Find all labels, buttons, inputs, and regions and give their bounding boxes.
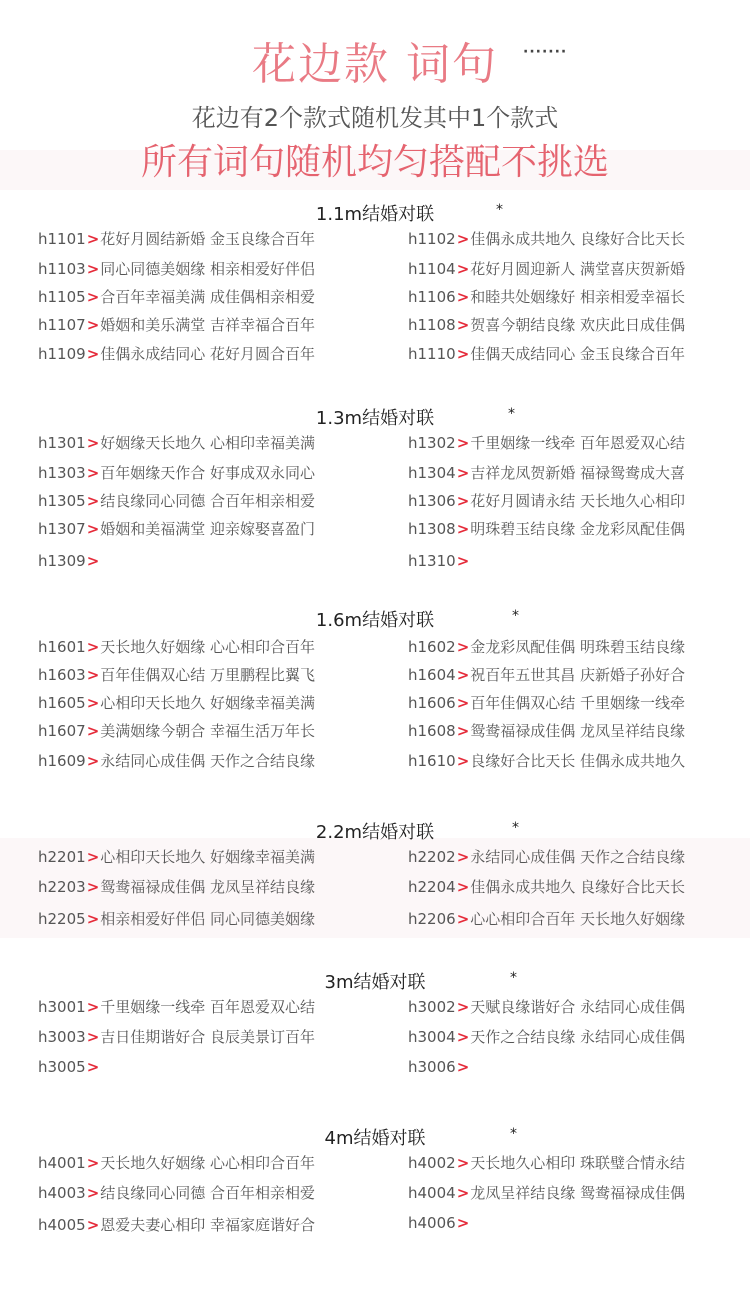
arrow-icon: >: [86, 464, 100, 482]
item-text: 相亲相爱好伴侣 同心同德美姻缘: [100, 910, 316, 928]
arrow-icon: >: [86, 288, 100, 306]
item-code: h1105: [38, 288, 86, 306]
item-text: 百年佳偶双心结 千里姻缘一线牵: [470, 694, 686, 712]
arrow-icon: >: [86, 752, 100, 770]
item-code: h1101: [38, 230, 86, 248]
couplet-item: [38, 750, 315, 771]
item-text: 美满姻缘今朝合 幸福生活万年长: [100, 722, 316, 740]
item-code: h2204: [408, 878, 456, 896]
couplet-item: [38, 1182, 315, 1203]
arrow-icon: >: [86, 1216, 100, 1234]
arrow-icon: >: [456, 666, 470, 684]
arrow-icon: >: [86, 552, 100, 570]
couplet-item: [408, 314, 685, 335]
arrow-icon: >: [456, 1184, 470, 1202]
item-code: h1305: [38, 492, 86, 510]
couplet-item: [38, 1152, 315, 1173]
arrow-icon: >: [86, 998, 100, 1016]
star-mark: *: [496, 202, 503, 218]
couplet-item: [38, 908, 315, 929]
item-code: h1108: [408, 316, 456, 334]
star-mark: *: [512, 820, 519, 836]
couplet-item: [408, 692, 685, 713]
item-text: 贺喜今朝结良缘 欢庆此日成佳偶: [470, 316, 686, 334]
couplet-item: [38, 286, 315, 307]
arrow-icon: >: [456, 1214, 470, 1232]
item-code: h1601: [38, 638, 86, 656]
couplet-item: [408, 552, 470, 570]
item-text: 心相印天长地久 好姻缘幸福美满: [100, 848, 316, 866]
couplet-item: [38, 228, 315, 249]
item-code: h1308: [408, 520, 456, 538]
couplet-item: [408, 462, 685, 483]
item-code: h1604: [408, 666, 456, 684]
item-text: 合百年幸福美满 成佳偶相亲相爱: [100, 288, 316, 306]
page-title: 花边款 词句: [252, 39, 498, 90]
item-code: h3001: [38, 998, 86, 1016]
item-text: 心心相印合百年 天长地久好姻缘: [470, 910, 686, 928]
couplet-item: [408, 750, 685, 771]
arrow-icon: >: [456, 288, 470, 306]
couplet-item: [38, 876, 315, 897]
item-code: h1602: [408, 638, 456, 656]
item-text: 吉日佳期谐好合 良辰美景订百年: [100, 1028, 316, 1046]
item-text: 结良缘同心同德 合百年相亲相爱: [100, 1184, 316, 1202]
item-text: 百年姻缘天作合 好事成双永同心: [100, 464, 316, 482]
arrow-icon: >: [456, 694, 470, 712]
item-code: h3002: [408, 998, 456, 1016]
couplet-item: [408, 1182, 685, 1203]
couplet-item: [38, 343, 315, 364]
item-text: 佳偶永成共地久 良缘好合比天长: [470, 230, 686, 248]
item-code: h1603: [38, 666, 86, 684]
item-code: h1606: [408, 694, 456, 712]
item-code: h1106: [408, 288, 456, 306]
item-code: h1607: [38, 722, 86, 740]
couplet-item: [38, 636, 315, 657]
arrow-icon: >: [86, 694, 100, 712]
item-code: h1309: [38, 552, 86, 570]
item-code: h1301: [38, 434, 86, 452]
arrow-icon: >: [86, 316, 100, 334]
couplet-item: [408, 1058, 470, 1076]
item-text: 佳偶永成结同心 花好月圆合百年: [100, 345, 316, 363]
arrow-icon: >: [456, 492, 470, 510]
item-text: 心相印天长地久 好姻缘幸福美满: [100, 694, 316, 712]
item-text: 天作之合结良缘 永结同心成佳偶: [470, 1028, 686, 1046]
item-text: 花好月圆结新婚 金玉良缘合百年: [100, 230, 316, 248]
item-text: 天长地久心相印 珠联璧合情永结: [470, 1154, 686, 1172]
item-text: 天赋良缘谐好合 永结同心成佳偶: [470, 998, 686, 1016]
item-code: h1306: [408, 492, 456, 510]
item-text: 花好月圆请永结 天长地久心相印: [470, 492, 686, 510]
arrow-icon: >: [86, 520, 100, 538]
couplet-item: [408, 343, 685, 364]
item-code: h3005: [38, 1058, 86, 1076]
random-notice: 所有词句随机均匀搭配不挑选: [140, 142, 609, 183]
item-code: h3006: [408, 1058, 456, 1076]
item-code: h2202: [408, 848, 456, 866]
item-code: h2205: [38, 910, 86, 928]
item-text: 结良缘同心同德 合百年相亲相爱: [100, 492, 316, 510]
arrow-icon: >: [456, 464, 470, 482]
couplet-item: [38, 720, 315, 741]
couplet-item: [408, 1214, 470, 1232]
arrow-icon: >: [86, 910, 100, 928]
item-text: 吉祥龙凤贺新婚 福禄鸳鸯成大喜: [470, 464, 686, 482]
item-code: h2203: [38, 878, 86, 896]
arrow-icon: >: [456, 722, 470, 740]
item-text: 永结同心成佳偶 天作之合结良缘: [470, 848, 686, 866]
item-code: h4003: [38, 1184, 86, 1202]
item-text: 百年佳偶双心结 万里鹏程比翼飞: [100, 666, 316, 684]
item-code: h1109: [38, 345, 86, 363]
couplet-item: [38, 1214, 315, 1235]
item-text: 龙凤呈祥结良缘 鸳鸯福禄成佳偶: [470, 1184, 686, 1202]
item-code: h1303: [38, 464, 86, 482]
item-text: 天长地久好姻缘 心心相印合百年: [100, 638, 316, 656]
item-text: 千里姻缘一线牵 百年恩爱双心结: [100, 998, 316, 1016]
arrow-icon: >: [86, 434, 100, 452]
couplet-item: [38, 518, 315, 539]
arrow-icon: >: [86, 1028, 100, 1046]
star-mark: *: [510, 1126, 517, 1142]
item-text: 金龙彩凤配佳偶 明珠碧玉结良缘: [470, 638, 686, 656]
couplet-item: [408, 1026, 685, 1047]
couplet-item: [408, 636, 685, 657]
arrow-icon: >: [86, 1154, 100, 1172]
arrow-icon: >: [456, 878, 470, 896]
couplet-item: [38, 258, 315, 279]
item-text: 好姻缘天长地久 心相印幸福美满: [100, 434, 316, 452]
arrow-icon: >: [86, 492, 100, 510]
couplet-item: [408, 846, 685, 867]
star-mark: *: [512, 608, 519, 624]
couplet-item: [408, 876, 685, 897]
item-text: 天长地久好姻缘 心心相印合百年: [100, 1154, 316, 1172]
section-title: 1.3m结婚对联: [315, 408, 435, 429]
couplet-item: [38, 552, 100, 570]
arrow-icon: >: [456, 1028, 470, 1046]
item-code: h1307: [38, 520, 86, 538]
item-text: 婚姻和美福满堂 迎亲嫁娶喜盈门: [100, 520, 316, 538]
item-code: h1610: [408, 752, 456, 770]
star-mark: *: [508, 406, 515, 422]
arrow-icon: >: [86, 345, 100, 363]
arrow-icon: >: [456, 1154, 470, 1172]
couplet-item: [38, 1026, 315, 1047]
decorative-dots: ·······: [523, 44, 568, 60]
arrow-icon: >: [456, 752, 470, 770]
arrow-icon: >: [86, 666, 100, 684]
couplet-item: [38, 692, 315, 713]
item-text: 佳偶天成结同心 金玉良缘合百年: [470, 345, 686, 363]
couplet-item: [408, 286, 685, 307]
section-title: 1.1m结婚对联: [315, 204, 435, 225]
item-code: h1104: [408, 260, 456, 278]
couplet-item: [408, 258, 685, 279]
star-mark: *: [510, 970, 517, 986]
item-code: h3004: [408, 1028, 456, 1046]
couplet-item: [408, 908, 685, 929]
arrow-icon: >: [86, 848, 100, 866]
section-title: 1.6m结婚对联: [315, 610, 435, 631]
arrow-icon: >: [456, 910, 470, 928]
arrow-icon: >: [86, 638, 100, 656]
couplet-item: [408, 518, 685, 539]
item-code: h3003: [38, 1028, 86, 1046]
couplet-item: [38, 996, 315, 1017]
couplet-item: [408, 490, 685, 511]
item-text: 鸳鸯福禄成佳偶 龙凤呈祥结良缘: [100, 878, 316, 896]
item-text: 恩爱夫妻心相印 幸福家庭谐好合: [100, 1216, 316, 1234]
arrow-icon: >: [456, 848, 470, 866]
item-text: 婚姻和美乐满堂 吉祥幸福合百年: [100, 316, 316, 334]
arrow-icon: >: [86, 878, 100, 896]
item-text: 花好月圆迎新人 满堂喜庆贺新婚: [470, 260, 686, 278]
page-subtitle: 花边有2个款式随机发其中1个款式: [191, 104, 559, 132]
arrow-icon: >: [456, 260, 470, 278]
item-code: h4004: [408, 1184, 456, 1202]
item-text: 鸳鸯福禄成佳偶 龙凤呈祥结良缘: [470, 722, 686, 740]
item-text: 祝百年五世其昌 庆新婚子孙好合: [470, 666, 686, 684]
item-text: 千里姻缘一线牵 百年恩爱双心结: [470, 434, 686, 452]
couplet-item: [38, 846, 315, 867]
item-code: h4005: [38, 1216, 86, 1234]
item-code: h1102: [408, 230, 456, 248]
item-code: h4001: [38, 1154, 86, 1172]
arrow-icon: >: [456, 230, 470, 248]
section-title: 2.2m结婚对联: [315, 822, 435, 843]
arrow-icon: >: [456, 998, 470, 1016]
item-code: h1302: [408, 434, 456, 452]
couplet-item: [408, 664, 685, 685]
section-title: 4m结婚对联: [324, 1128, 426, 1149]
item-code: h1103: [38, 260, 86, 278]
couplet-item: [408, 432, 685, 453]
couplet-item: [408, 720, 685, 741]
section-title: 3m结婚对联: [324, 972, 426, 993]
item-text: 佳偶永成共地久 良缘好合比天长: [470, 878, 686, 896]
arrow-icon: >: [86, 230, 100, 248]
couplet-item: [38, 432, 315, 453]
arrow-icon: >: [456, 638, 470, 656]
arrow-icon: >: [456, 345, 470, 363]
couplet-item: [38, 664, 315, 685]
couplet-item: [38, 490, 315, 511]
couplet-item: [408, 996, 685, 1017]
item-text: 和睦共处姻缘好 相亲相爱幸福长: [470, 288, 686, 306]
item-code: h2201: [38, 848, 86, 866]
item-code: h2206: [408, 910, 456, 928]
item-text: 同心同德美姻缘 相亲相爱好伴侣: [100, 260, 316, 278]
item-code: h4006: [408, 1214, 456, 1232]
item-code: h1608: [408, 722, 456, 740]
couplet-item: [408, 228, 685, 249]
couplet-item: [38, 314, 315, 335]
arrow-icon: >: [456, 434, 470, 452]
item-code: h1304: [408, 464, 456, 482]
item-code: h4002: [408, 1154, 456, 1172]
couplet-item: [38, 1058, 100, 1076]
arrow-icon: >: [456, 552, 470, 570]
arrow-icon: >: [86, 1184, 100, 1202]
arrow-icon: >: [86, 260, 100, 278]
item-code: h1110: [408, 345, 456, 363]
couplet-item: [38, 462, 315, 483]
item-code: h1609: [38, 752, 86, 770]
arrow-icon: >: [456, 1058, 470, 1076]
arrow-icon: >: [456, 520, 470, 538]
arrow-icon: >: [86, 722, 100, 740]
item-code: h1605: [38, 694, 86, 712]
couplet-item: [408, 1152, 685, 1173]
arrow-icon: >: [456, 316, 470, 334]
item-text: 良缘好合比天长 佳偶永成共地久: [470, 752, 686, 770]
arrow-icon: >: [86, 1058, 100, 1076]
item-code: h1107: [38, 316, 86, 334]
item-code: h1310: [408, 552, 456, 570]
item-text: 明珠碧玉结良缘 金龙彩凤配佳偶: [470, 520, 686, 538]
item-text: 永结同心成佳偶 天作之合结良缘: [100, 752, 316, 770]
